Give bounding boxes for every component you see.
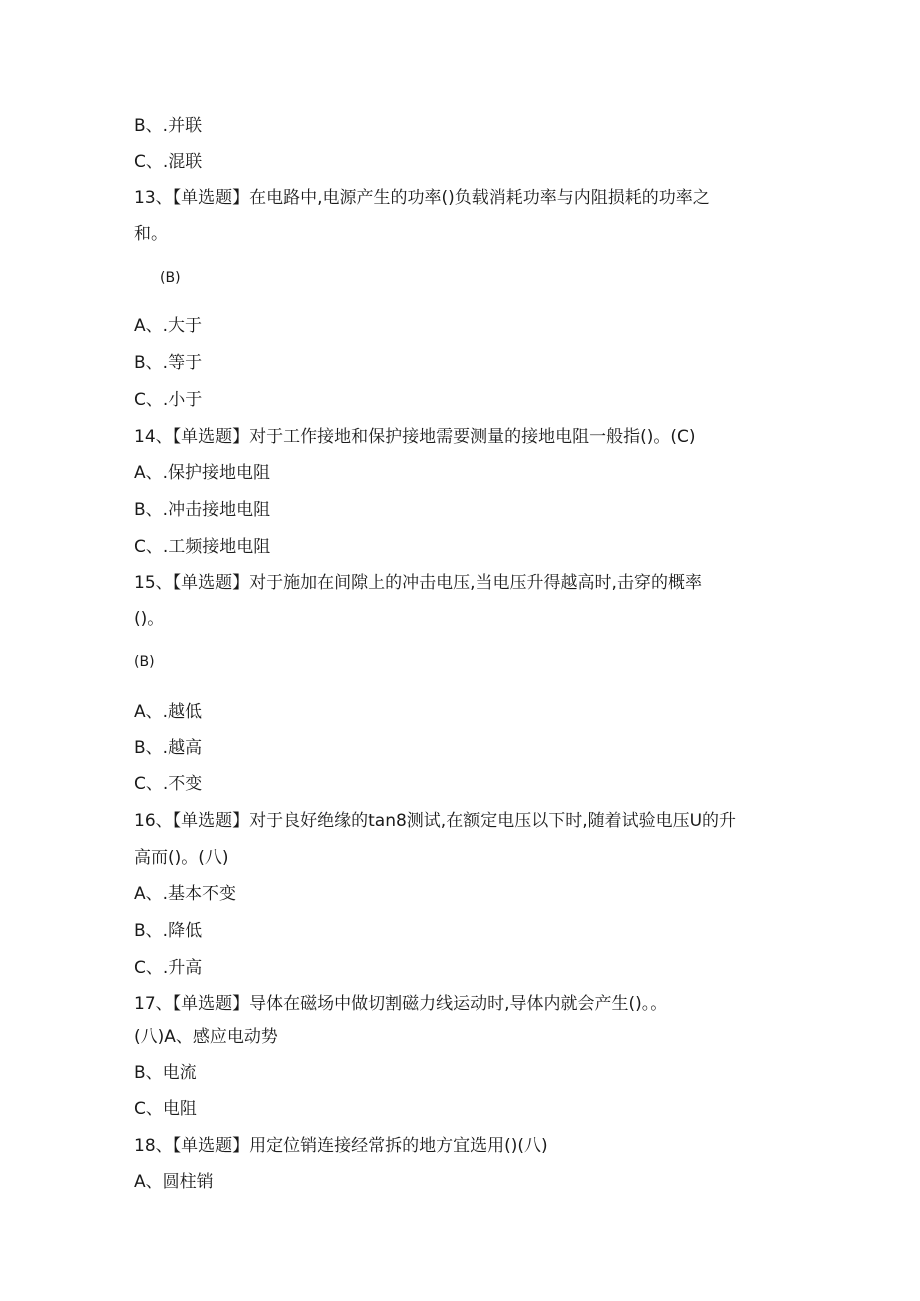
question-13-option-c: C、.小于 [134, 390, 203, 410]
question-16-text: 16、【单选题】对于良好绝缘的tan8测试,在额定电压以下时,随着试验电压U的升 [134, 811, 737, 831]
question-14-option-b: B、.冲击接地电阻 [134, 500, 271, 520]
question-14-option-a: A、.保护接地电阻 [134, 463, 271, 483]
question-14-option-c: C、.工频接地电阻 [134, 537, 271, 557]
question-13-text-cont: 和。 [134, 224, 168, 244]
question-16-text-cont: 高而()。(八) [134, 848, 229, 868]
question-16-option-c: C、.升高 [134, 958, 203, 978]
question-15-answer: (B) [134, 654, 155, 670]
question-16-option-b: B、.降低 [134, 921, 203, 941]
question-17-text: 17、【单选题】导体在磁场中做切割磁力线运动时,导体内就会产生()。。 [134, 994, 668, 1014]
question-15-option-c: C、.不变 [134, 774, 203, 794]
question-15-text: 15、【单选题】对于施加在间隙上的冲击电压,当电压升得越高时,击穿的概率 [134, 573, 702, 593]
question-18-text: 18、【单选题】用定位销连接经常拆的地方宜选用()(八) [134, 1136, 548, 1156]
question-16-option-a: A、.基本不变 [134, 884, 237, 904]
question-15-option-a: A、.越低 [134, 702, 203, 722]
option-c-line: C、.混联 [134, 152, 203, 172]
question-13-option-a: A、.大于 [134, 316, 203, 336]
question-13-option-b: B、.等于 [134, 353, 203, 373]
option-b-line: B、.并联 [134, 116, 203, 136]
question-15-text-cont: ()。 [134, 609, 165, 629]
question-13-text: 13、【单选题】在电路中,电源产生的功率()负载消耗功率与内阻损耗的功率之 [134, 188, 710, 208]
question-17-option-c: C、电阻 [134, 1099, 197, 1119]
question-18-option-a: A、圆柱销 [134, 1172, 214, 1192]
question-17-answer-option-a: (八)A、感应电动势 [134, 1027, 278, 1047]
question-13-answer: (B) [160, 270, 181, 286]
question-15-option-b: B、.越高 [134, 738, 203, 758]
question-14-text: 14、【单选题】对于工作接地和保护接地需要测量的接地电阻一般指()。(C) [134, 427, 696, 447]
question-17-option-b: B、电流 [134, 1063, 197, 1083]
